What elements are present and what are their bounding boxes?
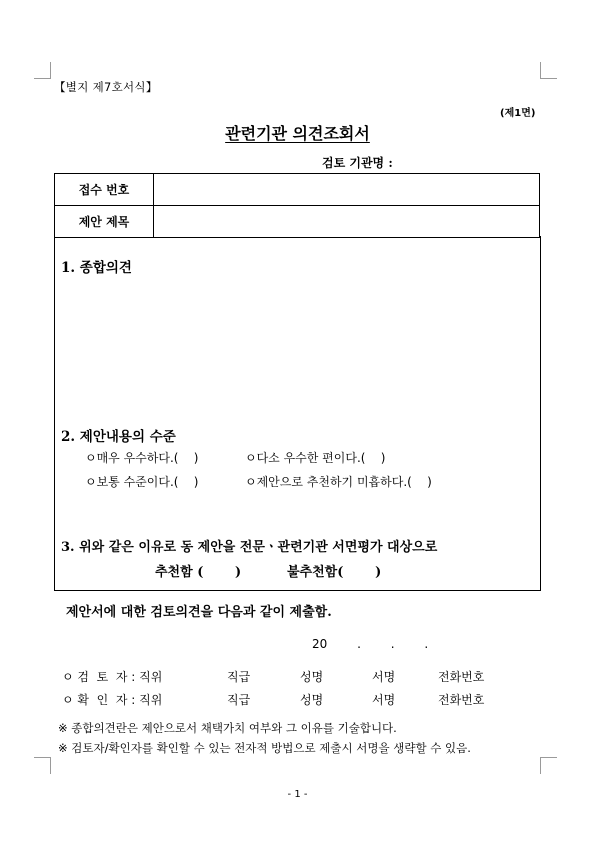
crop-mark-bottom-right xyxy=(540,757,557,774)
reviewer-role: ㅇ 검 토 자 : 직위 xyxy=(62,670,163,684)
table-row xyxy=(55,174,540,206)
page-number: - 1 - xyxy=(287,789,308,800)
confirmer-phone: 전화번호 xyxy=(438,693,485,707)
option-very-excellent[interactable]: ㅇ매우 우수하다.( ) xyxy=(85,451,199,465)
crop-mark-top-right xyxy=(540,62,557,79)
document-title: 관련기관 의견조회서 xyxy=(225,124,370,143)
proposal-info-table xyxy=(54,173,540,238)
confirmer-rank: 직급 xyxy=(227,693,251,707)
not-recommend-option[interactable]: 불추천함( ) xyxy=(287,565,382,580)
receipt-number-field[interactable] xyxy=(154,174,540,206)
date-line: 20 . . . xyxy=(312,637,429,651)
overall-opinion-field[interactable] xyxy=(61,280,531,410)
reviewing-org-label: 검토 기관명 : xyxy=(322,156,393,170)
proposal-title-label: 제안 제목 xyxy=(55,206,154,238)
section-1-title: 1. 종합의견 xyxy=(61,260,132,276)
reviewer-phone: 전화번호 xyxy=(438,670,485,684)
opinion-box xyxy=(54,236,541,591)
option-average[interactable]: ㅇ보통 수준이다.( ) xyxy=(85,475,199,489)
section-2-title: 2. 제안내용의 수준 xyxy=(61,429,176,445)
note-electronic-submission: ※ 검토자/확인자를 확인할 수 있는 전자적 방법으로 제출시 서명을 생략할 수 있음. xyxy=(58,741,471,755)
reviewer-rank: 직급 xyxy=(227,670,251,684)
confirmer-name: 성명 xyxy=(300,693,324,707)
note-overall-opinion: ※ 종합의견란은 제안으로서 채택가치 여부와 그 이유를 기술합니다. xyxy=(58,721,397,735)
page-marker: (제1면) xyxy=(500,108,536,119)
receipt-number-label: 접수 번호 xyxy=(55,174,154,206)
table-row xyxy=(55,206,540,238)
option-insufficient[interactable]: ㅇ제안으로 추천하기 미흡하다.( ) xyxy=(245,475,432,489)
option-somewhat-excellent[interactable]: ㅇ다소 우수한 편이다.( ) xyxy=(245,451,386,465)
section-3-title: 3. 위와 같은 이유로 동 제안을 전문ㆍ관련기관 서면평가 대상으로 xyxy=(61,540,438,555)
reviewer-signature[interactable]: 서명 xyxy=(372,670,396,684)
crop-mark-top-left xyxy=(34,62,51,79)
submission-declaration: 제안서에 대한 검토의견을 다음과 같이 제출함. xyxy=(66,605,332,620)
confirmer-signature[interactable]: 서명 xyxy=(372,693,396,707)
proposal-title-field[interactable] xyxy=(154,206,540,238)
confirmer-role: ㅇ 확 인 자 : 직위 xyxy=(62,693,163,707)
reviewer-name: 성명 xyxy=(300,670,324,684)
crop-mark-bottom-left xyxy=(34,757,51,774)
form-number-label: 【별지 제7호서식】 xyxy=(54,80,158,94)
recommend-option[interactable]: 추천함 ( ) xyxy=(155,565,242,580)
